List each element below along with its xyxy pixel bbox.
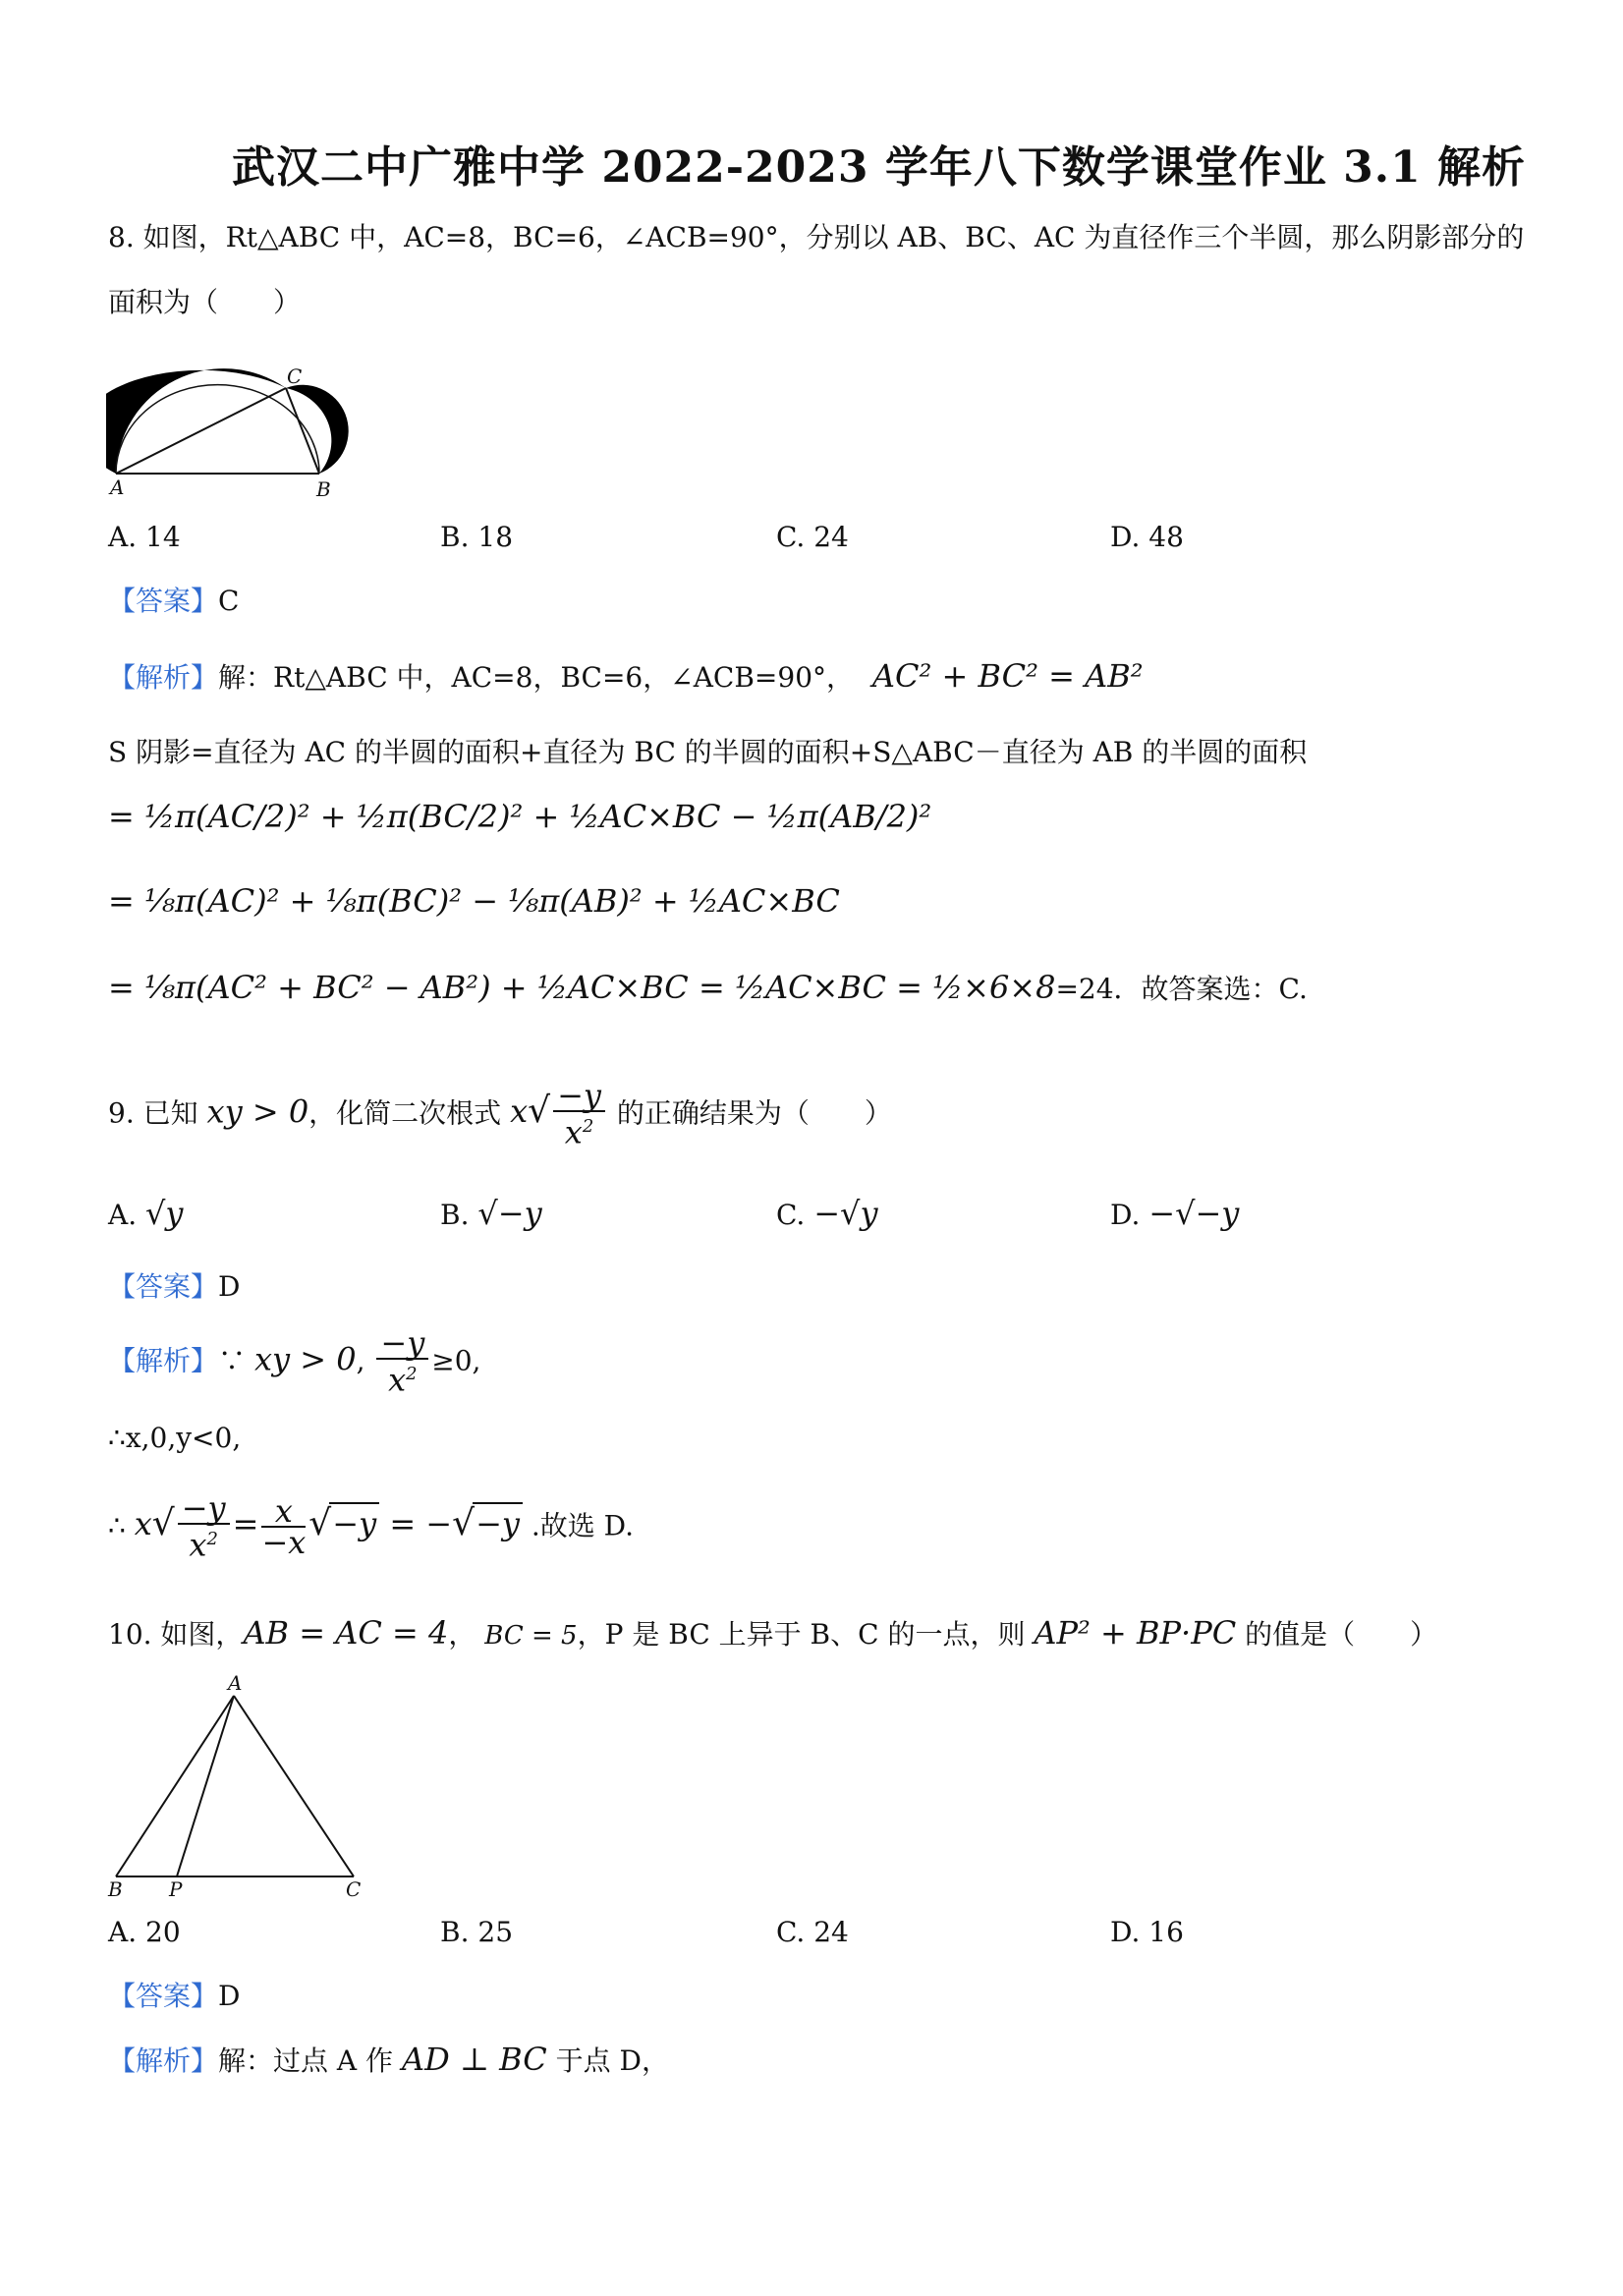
q8-label-c: C	[287, 364, 303, 388]
q8-shaded-crescent-ac	[106, 368, 286, 474]
q9-radical-expr: x√ $\frac{-y}{x^2}$	[510, 1092, 608, 1130]
q10-label-c: C	[346, 1877, 362, 1898]
q10-option-b: B. 25	[440, 1916, 514, 1948]
q10-answer-tag: 【答案】	[108, 1980, 219, 2012]
q10-math-ab-ac: AB = AC = 4	[243, 1614, 449, 1652]
q10-label-p: P	[169, 1877, 183, 1898]
q10-perpendicular: AD ⊥ BC	[401, 2041, 547, 2078]
q10-label-a: A	[228, 1672, 243, 1695]
q10-math-bc: BC = 5	[484, 1621, 578, 1651]
q10-line-ap	[177, 1696, 234, 1876]
q10-option-c: C. 24	[776, 1916, 849, 1948]
q8-step1: = ½π(AC/2)² + ½π(BC/2)² + ½AC×BC − ½π(AB/2)²	[108, 798, 932, 835]
q8-step3-tail: =24．故答案选：C.	[1055, 973, 1308, 1005]
q9-analysis-line1: 【解析】∵ xy > 0, $\frac{-y}{x^2}$ ≥0,	[108, 1324, 481, 1399]
q9-condition-again: xy > 0	[253, 1340, 357, 1378]
q9-derivation: x√ $\frac{-y}{x^2}$ = $\frac{x}{-x}$ √−y = −√−y	[135, 1505, 523, 1542]
q8-step3	[108, 969, 1308, 1009]
q9-answer-row	[108, 1267, 240, 1307]
q8-option-a: A. 14	[108, 521, 181, 553]
q8-label-b: B	[316, 477, 331, 501]
q10-option-a: A. 20	[108, 1916, 181, 1948]
q8-label-a: A	[110, 476, 125, 499]
q9-ge-zero: ≥0,	[431, 1344, 481, 1377]
q9-stem	[108, 1077, 892, 1151]
q10-line-ab	[116, 1696, 234, 1876]
q10-analysis-line1: 【解析】解：过点 A 作 AD ⊥ BC 于点 D，	[108, 2041, 670, 2078]
q8-shadow-line: S 阴影=直径为 AC 的半圆的面积+直径为 BC 的半圆的面积+S△ABC－直径为 AB 的半圆的面积	[108, 736, 1308, 768]
q8-stem-line2: 面积为（ ）	[108, 286, 302, 318]
q8-answer-row	[108, 582, 239, 621]
q8-analysis-tag: 【解析】	[108, 661, 219, 694]
q8-answer-tag: 【答案】	[108, 585, 219, 617]
q9-option-a: A. √y	[108, 1195, 184, 1232]
q10-label-b: B	[108, 1877, 123, 1898]
q9-analysis-tag: 【解析】	[108, 1344, 219, 1377]
q9-answer-tag: 【答案】	[108, 1270, 219, 1303]
q10-option-d: D. 16	[1110, 1916, 1184, 1948]
q10-answer-row	[108, 1977, 240, 2016]
q10-stem: 10. 如图，AB = AC = 4， BC = 5，P 是 BC 上异于 B、C 的一点，则 AP² + BP·PC 的值是（ ）	[108, 1614, 1438, 1652]
q8-stem-line1: 8. 如图，Rt△ABC 中，AC=8，BC=6，∠ACB=90°，分别以 AB、BC、AC 为直径作三个半圆，那么阴影部分的	[108, 221, 1525, 253]
q10-analysis-tag: 【解析】	[108, 2044, 219, 2077]
q8-option-d: D. 48	[1110, 521, 1184, 553]
q9-stem-suffix: 的正确结果为（ ）	[616, 1096, 892, 1130]
q8-analysis-text: 解：Rt△ABC 中，AC=8，BC=6，∠ACB=90°，	[218, 661, 855, 694]
q9-analysis-line2: ∴x,0,y<0,	[108, 1422, 242, 1454]
q9-condition: xy > 0	[206, 1092, 309, 1131]
q9-option-b: B. √−y	[440, 1195, 542, 1232]
q9-choose-d: .故选 D.	[531, 1509, 635, 1542]
q8-analysis-line1	[108, 656, 1144, 698]
q10-math-expr: AP² + BP·PC	[1034, 1614, 1237, 1652]
q10-figure-triangle	[106, 1672, 371, 1898]
q9-analysis-line3: ∴ x√ $\frac{-y}{x^2}$ = $\frac{x}{-x}$ √−y = −√−y .故选 D.	[108, 1489, 635, 1564]
q9-fraction: $\frac{-y}{x^2}$	[373, 1340, 431, 1377]
q8-answer-value: C	[218, 585, 240, 617]
q9-option-c: C. −√y	[776, 1195, 878, 1232]
q8-shaded-crescent-bc	[286, 385, 349, 474]
q10-line-ac	[234, 1696, 354, 1876]
q8-step3-math: = ⅛π(AC² + BC² − AB²) + ½AC×BC = ½AC×BC = ½×6×8	[108, 969, 1056, 1006]
q8-option-b: B. 18	[440, 521, 514, 553]
q9-answer-value: D	[218, 1270, 241, 1303]
q8-figure-semicircles	[106, 334, 362, 506]
q9-stem-prefix: 9. 已知	[108, 1096, 198, 1130]
q10-answer-value: D	[218, 1980, 241, 2012]
q8-pythagoras: AC² + BC² = AB²	[871, 657, 1144, 695]
q8-option-c: C. 24	[776, 521, 849, 553]
q8-step2: = ⅛π(AC)² + ⅛π(BC)² − ⅛π(AB)² + ½AC×BC	[108, 882, 840, 920]
q9-stem-mid: ，化简二次根式	[308, 1096, 502, 1130]
page-title: 武汉二中广雅中学 2022-2023 学年八下数学课堂作业 3.1 解析	[232, 142, 1527, 193]
q9-option-d: D. −√−y	[1110, 1195, 1240, 1232]
